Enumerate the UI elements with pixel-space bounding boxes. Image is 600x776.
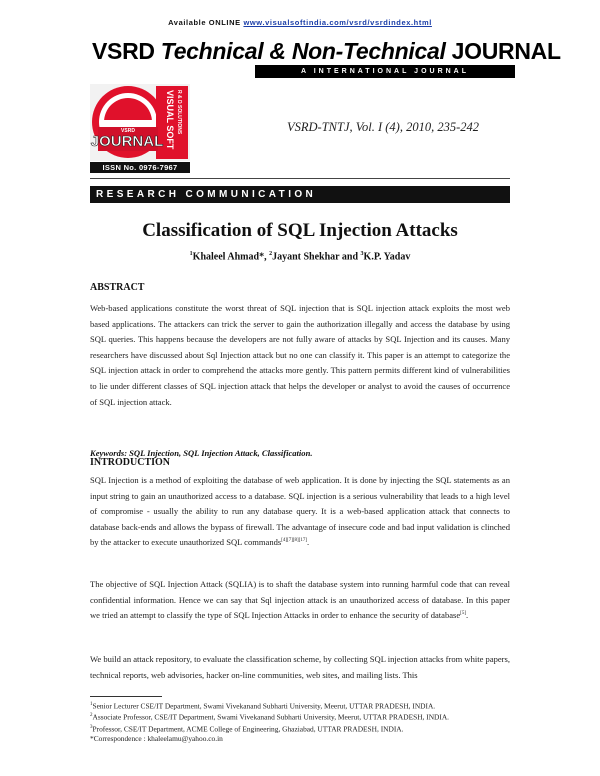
citation-ref: [4][7][8][17]	[281, 538, 308, 544]
issn-bar: ISSN No. 0976-7967	[90, 162, 190, 173]
header-divider	[90, 178, 510, 179]
availability-line	[0, 18, 600, 27]
introduction-heading: INTRODUCTION	[90, 457, 171, 468]
introduction-paragraph-2: The objective of SQL Injection Attack (SQLIA) is to shaft the database system into running harmful code that can reveal confidential information. Hence we can say that Sql injection attack is an unauthorized access of database. In this paper we tried an attempt to classify the type of SQL Injection Attacks in order to enhance the security of database[5].	[90, 579, 510, 621]
logo-side-text: VISUAL SOFT	[165, 90, 175, 150]
author-name: K.P. Yadav	[363, 251, 411, 263]
journal-logo	[90, 84, 190, 161]
footnote-item: $^3$Professor, CSE/IT Department, ACME College of Engineering, Ghaziabad, UTTAR PRADESH, INDIA.	[90, 724, 404, 734]
abstract-text: Web-based applications constitute the worst threat of SQL injection that is SQL injection attack exploits the most web based applications. The attackers can trick the server to gain the authorization illegally and access the database by using SQL queries. This happens because the developers are not fully aware of attacks by SQL Injection and its causes. Many researchers have discussed about Sql Injection attack but no one can classify it. This paper is an attempt to categorize the SQL injection attack in order to comprehend the attacks more gently. This pattern permits different kind of vulnerabilities to lie under different classes of SQL injection attack that helps the developer or analyst to avoid the causes of occurrence of SQL injection attack.	[90, 303, 510, 407]
journal-masthead: VSRD Technical & Non-Technical JOURNAL	[92, 38, 561, 64]
journal-citation: VSRD-TNTJ, Vol. I (4), 2010, 235-242	[287, 120, 479, 134]
abstract-heading: ABSTRACT	[90, 282, 145, 293]
footnote-item: $^2$Associate Professor, CSE/IT Department, Swami Vivekanand Subharti University, Meerut, UTTAR PRADESH, INDIA.	[90, 712, 450, 722]
logo-journal-text: JOURNAL	[90, 133, 164, 150]
section-label-bar: RESEARCH COMMUNICATION	[90, 186, 510, 203]
footnote-divider	[90, 696, 162, 697]
available-label: Available ONLINE	[168, 18, 241, 27]
citation-ref: [5]	[460, 611, 467, 617]
journal-url-link[interactable]: www.visualsoftindia.com/vsrd/vsrdindex.html	[243, 18, 432, 27]
footnote-item: $^1$Senior Lecturer CSE/IT Department, Swami Vivekanand Subharti University, Meerut, UTTAR PRADESH, INDIA.	[90, 701, 436, 711]
author-list: $^1$Khaleel Ahmad*, $^2$Jayant Shekhar and $^3$K.P. Yadav	[189, 251, 411, 263]
logo-side-subtext: R & D SOLUTIONS	[176, 90, 182, 135]
introduction-paragraph-3: We build an attack repository, to evaluate the classification scheme, by collecting SQL injection attacks from white papers, technical reports, web advisories, hacker on-line communities, web sites, and mailing lists. This	[90, 654, 510, 680]
correspondence-line: *Correspondence : khaleelamu@yahoo.co.in	[90, 734, 223, 744]
logo-vsrd-text: VSRD	[121, 128, 135, 134]
paper-title: Classification of SQL Injection Attacks	[142, 220, 458, 241]
author-name: Khaleel Ahmad*,	[192, 251, 270, 263]
author-name: Jayant Shekhar and	[272, 251, 361, 263]
footnotes	[90, 700, 510, 744]
journal-tagline-bar: A INTERNATIONAL JOURNAL	[255, 65, 515, 78]
introduction-paragraph-1: SQL Injection is a method of exploiting the database of web application. It is done by injecting the SQL statements as an input string to gain an unauthorized access to a database. SQL injection is a serious vulnerability that leads to a high level of compromise - usually the ability to run any database query. It is a web-based application attack that connects to database back-ends and allows the bypass of firewall. The advantage of insecure code and bad input validation is clinched by the attacker to execute unauthorized SQL commands[4][7][8][17].	[90, 475, 510, 548]
keywords-line: Keywords: SQL Injection, SQL Injection Attack, Classification.	[90, 448, 313, 458]
